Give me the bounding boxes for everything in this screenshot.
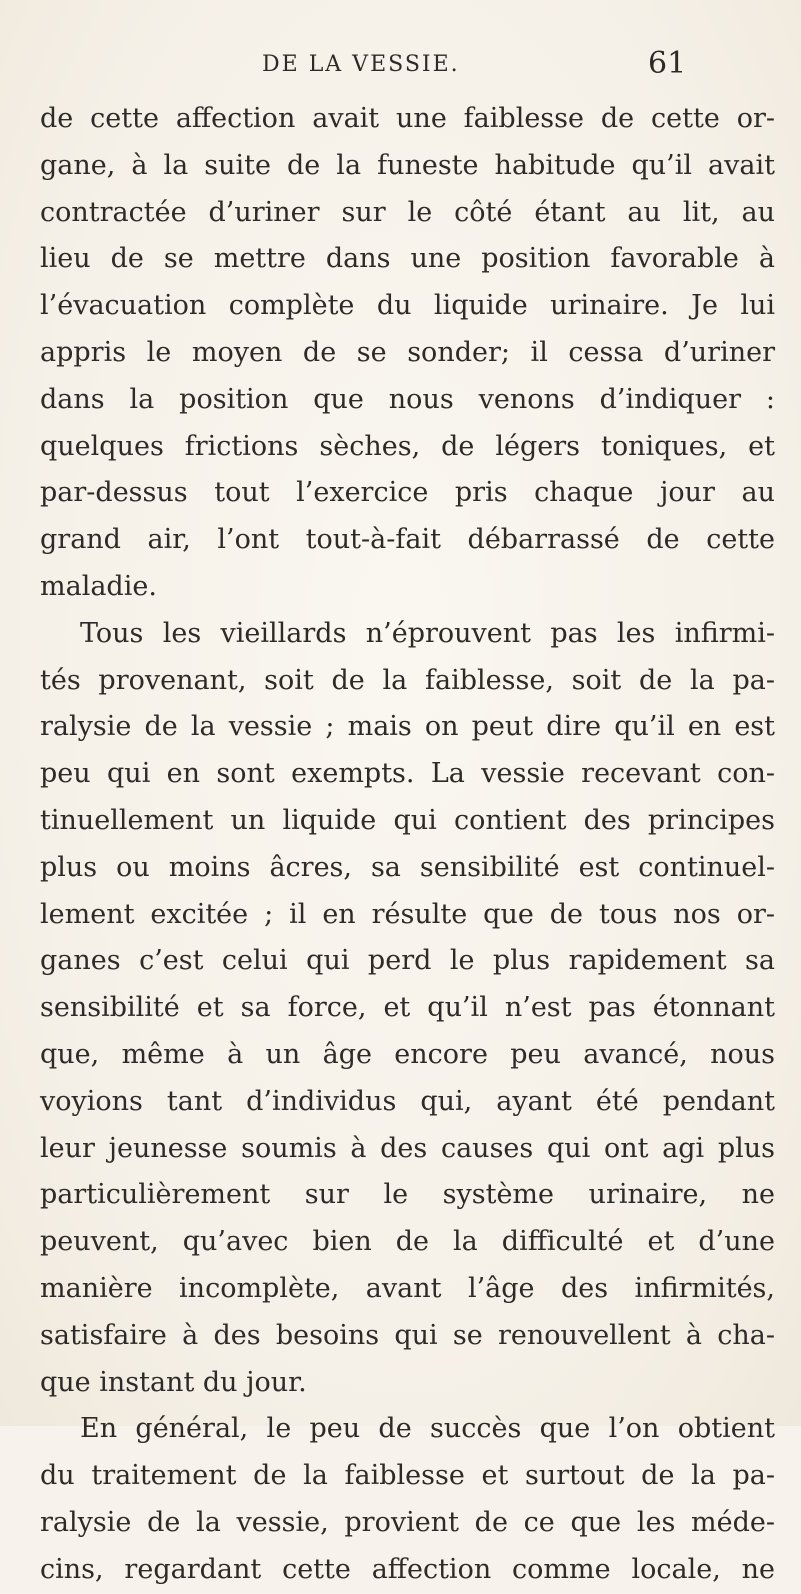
page-header — [0, 46, 801, 92]
text-line: peu qui en sont exempts. La vessie recevant con- — [40, 758, 775, 790]
text-line: que instant du jour. — [40, 1366, 307, 1398]
text-line: ralysie de la vessie ; mais on peut dire qu’il en est — [40, 711, 775, 743]
running-title: DE LA VESSIE. — [262, 52, 460, 77]
text-line: que, même à un âge encore peu avancé, nous — [40, 1038, 775, 1070]
page-number: 61 — [648, 46, 687, 81]
text-line: maladie. — [40, 570, 157, 602]
text-line: l’évacuation complète du liquide urinaire. Je lui — [40, 290, 775, 322]
text-line: tinuellement un liquide qui contient des principes — [40, 804, 775, 836]
text-line: leur jeunesse soumis à des causes qui ont agi plus — [40, 1132, 775, 1164]
paragraph-start-line: Tous les vieillards n’éprouvent pas les infirmi- — [80, 617, 775, 649]
text-line: ganes c’est celui qui perd le plus rapidement sa — [40, 945, 775, 977]
body-text — [40, 96, 775, 1594]
text-line: peuvent, qu’avec bien de la difficulté et d’une — [40, 1226, 775, 1258]
text-line: de cette affection avait une faiblesse de cette or- — [40, 103, 775, 134]
text-line: gane, à la suite de la funeste habitude qu’il avait — [40, 149, 775, 181]
text-line: par-dessus tout l’exercice pris chaque jour au — [40, 477, 775, 509]
text-line: grand air, l’ont tout-à-fait débarrassé de cette — [40, 524, 775, 556]
text-line: satisfaire à des besoins qui se renouvellent à cha- — [40, 1319, 775, 1351]
paragraph-start-line: En général, le peu de succès que l’on obtient — [80, 1413, 775, 1445]
text-line: appris le moyen de se sonder; il cessa d’uriner — [40, 336, 775, 368]
text-line: manière incomplète, avant l’âge des infirmités, — [40, 1272, 775, 1304]
text-line: plus ou moins âcres, sa sensibilité est continuel- — [40, 851, 775, 883]
text-line: sensibilité et sa force, et qu’il n’est pas étonnant — [40, 992, 775, 1024]
text-line: dans la position que nous venons d’indiquer : — [40, 383, 775, 415]
text-line: ralysie de la vessie, provient de ce que les méde- — [40, 1506, 775, 1538]
text-line: lement excitée ; il en résulte que de tous nos or- — [40, 898, 775, 930]
text-line: particulièrement sur le système urinaire, ne — [40, 1179, 775, 1211]
text-line: voyions tant d’individus qui, ayant été pendant — [40, 1085, 775, 1117]
text-line: cins, regardant cette affection comme locale, ne — [40, 1553, 775, 1585]
text-line: contractée d’uriner sur le côté étant au lit, au — [40, 196, 775, 228]
text-line: du traitement de la faiblesse et surtout de la pa- — [40, 1460, 775, 1492]
text-line: lieu de se mettre dans une position favorable à — [40, 243, 775, 275]
text-line: tés provenant, soit de la faiblesse, soit de la pa- — [40, 664, 775, 696]
text-line: quelques frictions sèches, de légers toniques, et — [40, 430, 775, 462]
